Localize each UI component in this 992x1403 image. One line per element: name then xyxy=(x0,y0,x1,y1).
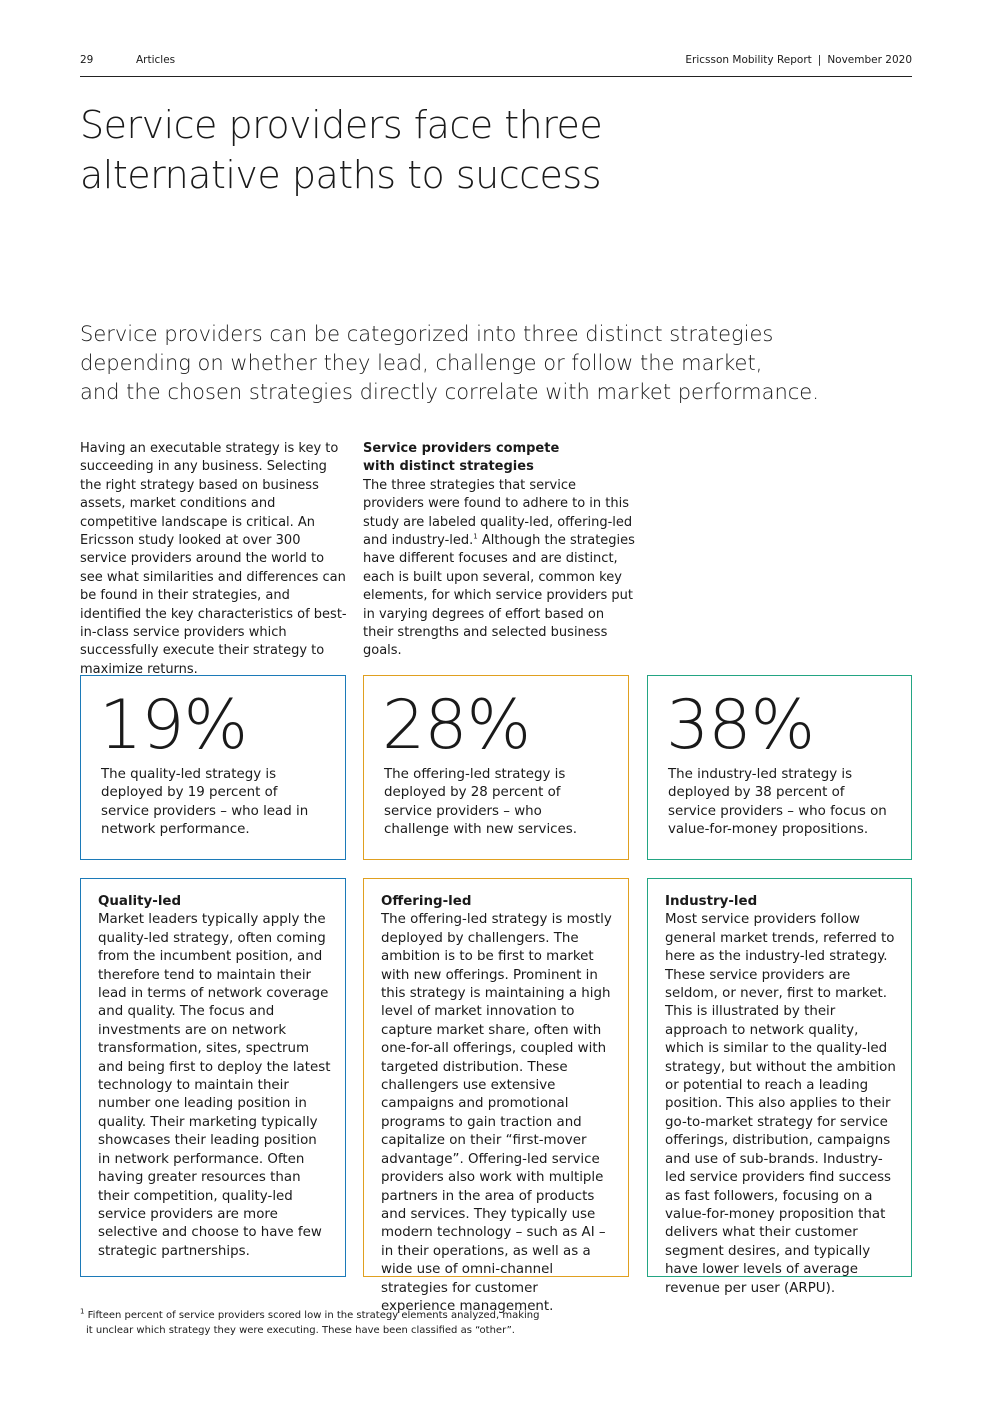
title-line-2: alternative paths to success xyxy=(80,153,601,197)
lead-line-2: depending on whether they lead, challenge or follow the market, xyxy=(80,351,763,375)
stat-description: The offering-led strategy is deployed by 28 percent of service providers – who challenge with new services. xyxy=(384,767,578,838)
stat-description: The quality-led strategy is deployed by 19 percent of service providers – who lead in network performance. xyxy=(101,767,309,838)
strategy-body: Most service providers follow general market trends, referred to here as the industry-led strategy. These service providers are seldom, or never, first to market. This is illustrated by their approach to network quality, which is similar to the quality-led strategy, but without the ambition or potential to reach a leading position. This also applies to their go-to-market strategy for service offerings, distribution, campaigns and use of sub-brands. Industry-led service providers find success as fast followers, focusing on a value-for-money proposition that delivers what their customer segment desires, and typically have lower levels of average revenue per user (ARPU). xyxy=(665,912,896,1296)
section-label: Articles xyxy=(136,54,176,66)
strategy-body: The offering-led strategy is mostly deployed by challengers. The ambition is to be first to market with new offerings. Prominent in this strategy is maintaining a high level of market innovation to capture market share, often with one-for-all offerings, coupled with targeted distribution. These challengers use extensive campaigns and promotional programs to gain traction and capitalize on their “first-mover advantage”. Offering-led service providers also work with multiple partners in the area of products and services. They typically use modern technology – such as AI – in their operations, as well as a wide use of omni-channel strategies for customer experience management. xyxy=(381,912,612,1314)
compete-body-end: Although the strategies have different focuses and are distinct, each is built upon several, common key elements, for which service providers put in varying degrees of effort based on their strengths and selected business goals. xyxy=(363,533,635,659)
lead-line-1: Service providers can be categorized into three distinct strategies xyxy=(80,322,774,346)
report-title: Ericsson Mobility Report xyxy=(685,54,812,66)
page-header xyxy=(80,52,912,77)
report-info xyxy=(685,54,912,66)
title-line-1: Service providers face three xyxy=(80,103,603,147)
footnote-line-2: it unclear which strategy they were executing. These have been classified as “other”. xyxy=(86,1325,515,1336)
strategy-title: Quality-led xyxy=(98,894,182,909)
compete-heading-line-2: with distinct strategies xyxy=(363,459,534,475)
compete-column xyxy=(363,440,635,661)
strategy-title: Industry-led xyxy=(665,894,758,909)
intro-column xyxy=(80,440,350,679)
footnote-mark: 1 xyxy=(80,1307,85,1316)
stat-value: 38% xyxy=(666,686,815,765)
stat-box-industry-led xyxy=(647,675,912,860)
lead-line-3: and the chosen strategies directly correlate with market performance. xyxy=(80,380,819,404)
strategy-box-quality-led xyxy=(80,878,346,1277)
compete-heading xyxy=(363,440,635,477)
footnote-reference[interactable]: 1 xyxy=(473,532,478,541)
lead-paragraph xyxy=(80,320,840,407)
compete-paragraph xyxy=(363,477,635,661)
stat-box-quality-led xyxy=(80,675,346,860)
compete-body-start: The three strategies that service providers were found to adhere to in this study are labeled quality-led, offering-led and industry-led. xyxy=(363,477,633,549)
stat-description: The industry-led strategy is deployed by 38 percent of service providers – who focus on value-for-money propositions. xyxy=(668,767,887,838)
intro-paragraph: Having an executable strategy is key to succeeding in any business. Selecting the right strategy based on business assets, market conditions and competitive landscape is critical. An Ericsson study looked at over 300 service providers around the world to see what similarities and differences can be found in their strategies, and identified the key characteristics of best-in-class service providers which successfully execute their strategy to maximize returns. xyxy=(80,441,347,677)
strategy-title: Offering-led xyxy=(381,894,472,909)
header-separator: | xyxy=(817,54,822,66)
strategy-box-industry-led xyxy=(647,878,912,1296)
footnote-text-1: Fifteen percent of service providers scored low in the strategy elements analyzed, making xyxy=(87,1310,540,1321)
compete-heading-line-1: Service providers compete xyxy=(363,441,560,456)
stat-value: 28% xyxy=(382,686,531,765)
page-title xyxy=(80,100,780,200)
footnote-line-1 xyxy=(80,1307,540,1321)
strategy-body: Market leaders typically apply the quality-led strategy, often coming from the incumbent position, and therefore tend to maintain their lead in terms of network coverage and quality. The focus and investments are on network transformation, sites, spectrum and being first to deploy the latest technology to maintain their number one leading position in quality. Their marketing typically showcases their leading position in network performance. Often having greater resources than their competition, quality-led service providers are more selective and choose to have few strategic partnerships. xyxy=(98,912,331,1259)
stat-value: 19% xyxy=(99,686,248,765)
report-date: November 2020 xyxy=(827,54,912,66)
strategy-box-offering-led xyxy=(363,878,629,1314)
stat-box-offering-led xyxy=(363,675,629,860)
footnote xyxy=(80,1308,550,1338)
page-number: 29 xyxy=(80,54,94,66)
